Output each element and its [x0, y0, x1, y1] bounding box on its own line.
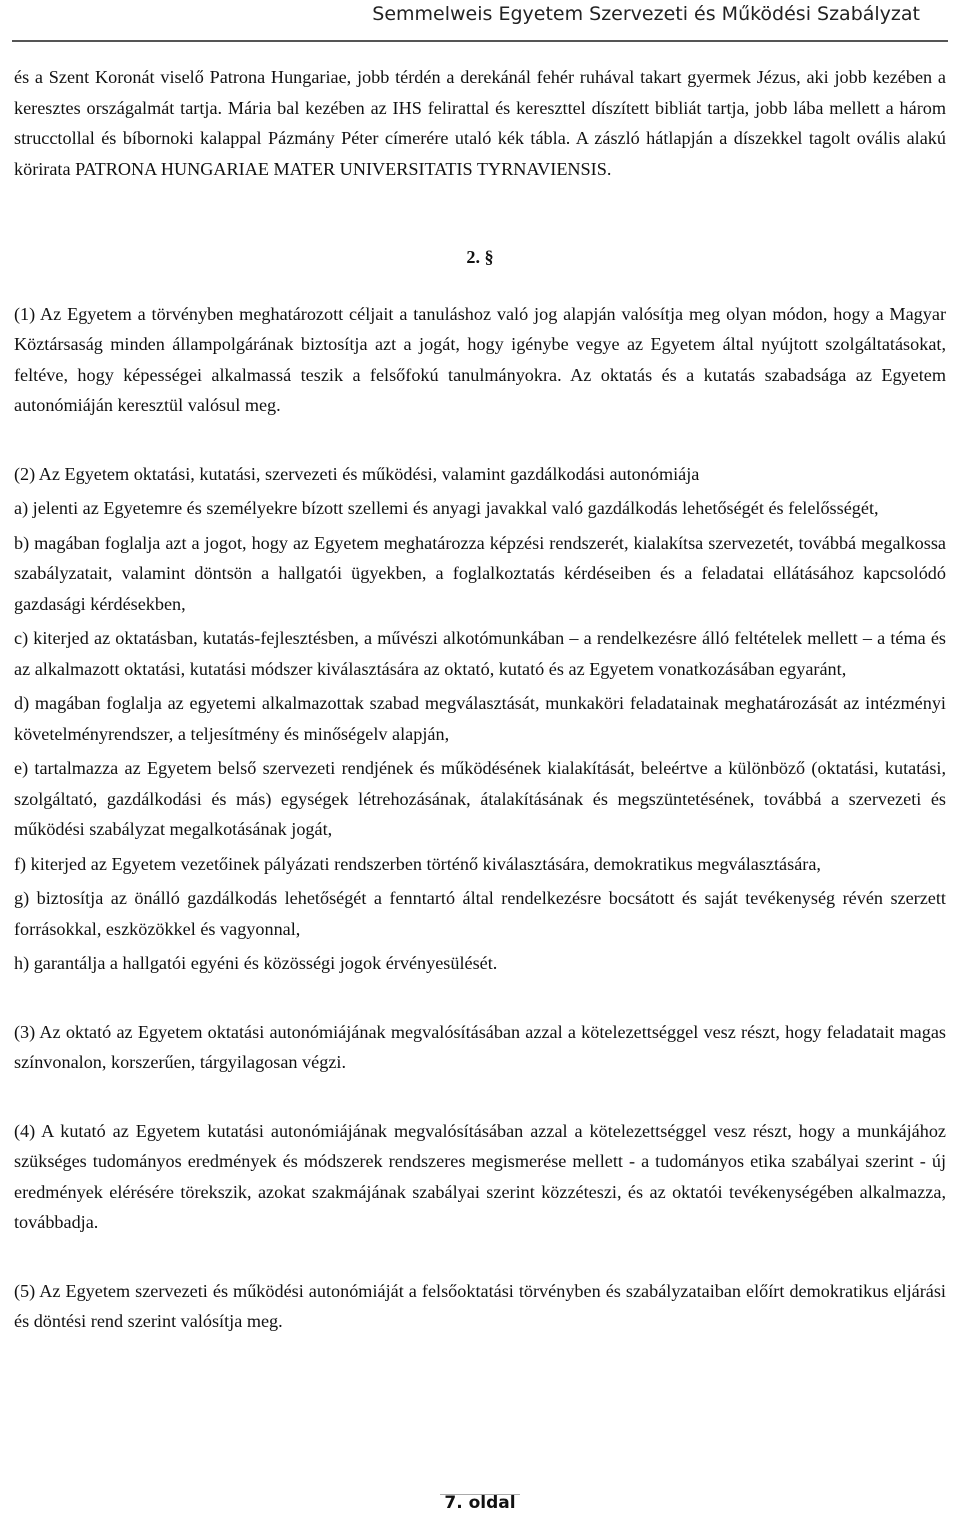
section-heading: 2. §	[466, 247, 494, 267]
list-item-d: d) magában foglalja az egyetemi alkalmazottak szabad megválasztását, munkaköri feladatainak meghatározását az intézményi követelményrendszer, a teljesítmény és minőségelv alapján,	[14, 693, 946, 744]
paragraph-4: (4) A kutató az Egyetem kutatási autonómiájának megvalósításában azzal a kötelezettséggel vesz részt, hogy a munkájához szükséges tudományos eredmények és módszerek rendszeres megismerése mellett - a tudományos etika szabályai szerint - új eredmények elérésére törekszik, azokat szakmájának szabályai szerint közzéteszi, és az oktatói tevékenységében alkalmazza, továbbadja.	[14, 1120, 946, 1232]
list-item-g: g) biztosítja az önálló gazdálkodás lehetőségét a fenntartó által rendelkezésre bocsátott és saját tevékenység révén szerzett forrásokkal, eszközökkel és vagyonnal,	[14, 888, 946, 939]
list-item-h: h) garantálja a hallgatói egyéni és közösségi jogok érvényesülését.	[14, 953, 498, 973]
paragraph-3: (3) Az oktató az Egyetem oktatási autonómiájának megvalósításában azzal a kötelezettséggel vesz részt, hogy feladatait magas színvonalon, korszerűen, tárgyilagosan végzi.	[14, 1021, 946, 1072]
list-item-b: b) magában foglalja azt a jogot, hogy az Egyetem meghatározza képzési rendszerét, kialakítsa szervezetét, továbbá megalkossa szabályzatait, valamint döntsön a hallgatói ügyekben, a foglalkoztatás kérdéseiben és a feladatai ellátásához kapcsolódó gazdasági kérdésekben,	[14, 532, 946, 614]
paragraph-5: (5) Az Egyetem szervezeti és működési autonómiáját a felsőoktatási törvényben és szabályzataiban előírt demokratikus eljárási és döntési rend szerint valósítja meg.	[14, 1280, 946, 1331]
list-item-e: e) tartalmazza az Egyetem belső szervezeti rendjének és működésének kialakítását, beleértve a különböző (oktatási, kutatási, szolgáltató, gazdálkodási és más) egységek létrehozásának, átalakításának és megszüntetésének, továbbá a szervezeti és működési szabályzat megalkotásának jogát,	[14, 758, 946, 839]
intro-paragraph: és a Szent Koronát viselő Patrona Hungariae, jobb térdén a derekánál fehér ruhával takart gyermek Jézus, aki jobb kezében a keresztes országalmát tartja. Mária bal kezében az IHS felirattal és kereszttel díszített bibliát tartja, jobb lába mellett a három strucctollal és bíbornoki kalappal Pázmány Péter címerére utaló kék tábla. A zászló hátlapján a díszekkel tagolt ovális alakú körirata PATRONA HUNGARIAE MATER UNIVERSITATIS TYRNAVIENSIS.	[14, 67, 946, 179]
running-header: Semmelweis Egyetem Szervezeti és Működési Szabályzat	[372, 3, 920, 25]
list-item-c: c) kiterjed az oktatásban, kutatás-fejlesztésben, a művészi alkotómunkában – a rendelkezésre álló feltételek mellett – a téma és az alkalmazott oktatási, kutatási módszer kiválasztására az oktató, kutató és az Egyetem vonatkozásában egyaránt,	[14, 628, 946, 679]
page-number-label: 7. oldal	[444, 1493, 516, 1513]
paragraph-1: (1) Az Egyetem a törvényben meghatározott céljait a tanuláshoz való jog alapján valósítja meg olyan módon, hogy a Magyar Köztársaság minden állampolgárának biztosítja azt a jogát, hogy igénybe vegye az Egyetem által nyújtott szolgáltatásokat, feltéve, hogy képességei alkalmassá teszik a felsőfokú tanulmányokra. Az oktatás és a kutatás szabadsága az Egyetem autonómiáján keresztül valósul meg.	[14, 303, 946, 415]
list-item-a: a) jelenti az Egyetemre és személyekre bízott szellemi és anyagi javakkal való gazdálkodás lehetőségét és felelősségét,	[14, 498, 879, 518]
paragraph-2: (2) Az Egyetem oktatási, kutatási, szervezeti és működési, valamint gazdálkodási autonómiája	[14, 463, 700, 484]
document-body	[14, 62, 946, 1337]
page-number	[0, 1493, 960, 1513]
header-divider	[12, 40, 948, 42]
list-item-f: f) kiterjed az Egyetem vezetőinek pályázati rendszerben történő kiválasztására, demokratikus megválasztására,	[14, 853, 821, 874]
